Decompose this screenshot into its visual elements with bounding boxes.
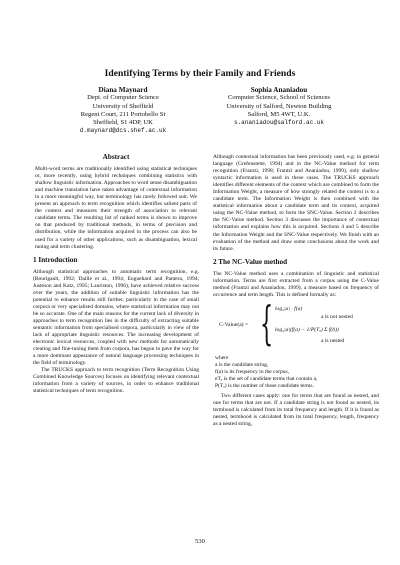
nc-value-paragraph: The NC-Value method uses a combination of linguistic and statistical information. Terms are first extracted from a corpus using the C-Value method (Frantzi and Ananiadou, 1999), a measure based on frequency of occurrence and term length. This is defined formally as: — [213, 270, 379, 298]
c-value-equation — [213, 295, 379, 351]
author-affiliation-line: Regent Court, 211 Portobello St — [80, 110, 166, 118]
nc-value-paragraph-2: Two different cases apply: one for terms that are found as nested, and one for terms that are not. If a candidate string is not found as nested, its termhood is calculated from its total frequency and length. If it is found as nested, termhood is calculated from its total frequency, length, frequency as a nested string, — [213, 393, 379, 428]
equation-condition-2: a is nested — [321, 337, 345, 344]
equation-condition-1: a is not nested — [321, 313, 353, 320]
author-block-2 — [194, 86, 364, 127]
author-affiliation-line: Computer Science, School of Sciences — [228, 94, 330, 102]
author-name: Diana Maynard — [98, 86, 148, 94]
author-email: s.ananiadou@salford.ac.uk — [233, 119, 324, 127]
author-affiliation-line: University of Sheffield — [92, 102, 154, 110]
definition-line: P(Tₐ) is the number of these candidate terms. — [215, 383, 314, 390]
definition-line: where — [215, 354, 229, 361]
equation-definitions — [213, 355, 379, 390]
author-affiliation-line: Salford, M5 4WT, U.K. — [247, 110, 311, 118]
equation-lhs: C-Value(a) = — [219, 321, 249, 328]
section-heading-nc-value: 2 The NC-Value method — [213, 257, 288, 266]
definition-line: a is the candidate string, — [215, 361, 269, 368]
definition-line: eTₐ is the set of candidate terms that contain a, — [215, 376, 318, 383]
equation-brace: { — [260, 295, 274, 350]
author-block-1 — [38, 86, 208, 136]
intro-paragraph-3: Although contextual information has been previously used, e.g. in general language (Grefenstette, 1994) and in the NC-Value method for term recognition (Frantzi, 1998; Frantzi and Ananiadou, 1999), only shallow syntactic information is used in these cases. The TRUCKS approach identifies different elements of the context which are combined to form the Information Weight, a measure of how strongly related the context is to a candidate term. The Information Weight is then combined with the statistical information about a candidate term and its context, acquired using the NC-Value method, to form the SNC-Value. Section 2 describes the NC-Value method. Section 3 discusses the importance of contextual information and explains how this is acquired. Sections 4 and 5 describe the Information Weight and the SNC-Value respectively. We finish with an evaluation of the method and draw some conclusions about the work and its future. — [213, 154, 379, 252]
author-affiliation-line: Sheffield, S1 4DP, UK — [93, 119, 153, 127]
author-name: Sophia Ananiadou — [250, 86, 308, 94]
author-affiliation-line: University of Salford, Newton Building — [226, 102, 332, 110]
author-email: d.maynard@dcs.shef.ac.uk — [79, 127, 167, 135]
right-column — [213, 154, 379, 428]
left-column — [33, 154, 199, 396]
section-heading-introduction: 1 Introduction — [33, 255, 78, 264]
equation-case-1: log₂|a| · f(a) — [275, 305, 303, 312]
author-affiliation-line: Dept. of Computer Science — [87, 94, 159, 102]
equation-case-2: log₂|a|(f(a) − 1/P(Tₐ) Σ f(b)) — [275, 326, 339, 333]
intro-paragraph-1: Although statistical approaches to automatic term recognition, e.g. (Bourigault, 1992; Daille et al., 1994; Enguehard and Pantera, 1994; Justeson and Katz, 1995; Lauriston, 1996), have achieved relative success over the years, the addition of suitable linguistic information has the potential to enhance results still further, particularly in the case of small corpora or very specialised domains, where statistical information may not be so accurate. One of the main reasons for the current lack of diversity in approaches to term recognition lies in the difficulty of extracting suitable semantic information from specialised corpora, particularly in view of the lack of appropriate linguistic resources. The increasing development of electronic lexical resources, coupled with new methods for automatically creating and fine-tuning them from corpora, has begun to pave the way for a more dominant appearance of natural language processing techniques in the field of terminology. — [33, 268, 199, 367]
intro-paragraph-2: The TRUCKS approach to term recognition (Term Recognition Using Combined Knowledge Sources) focuses on identifying relevant contextual information from a variety of sources, in order to enhance traditional statistical techniques of term recognition. — [33, 367, 199, 395]
paper-title: Identifying Terms by their Family and Friends — [104, 68, 296, 79]
page-number: 530 — [195, 538, 205, 545]
abstract-heading: Abstract — [102, 153, 130, 161]
definition-line: f(a) is its frequency in the corpus, — [215, 368, 290, 375]
abstract-text: Multi-word terms are traditionally identified using statistical techniques or, more recently, using hybrid techniques combining statistics with shallow linguistic information. Approaches to word sense disambiguation and machine translation have taken advantage of contextual information in a more meaningful way, but terminology has rarely followed suit. We present an approach to term recognition which identifies salient parts of the context and measures their strength of association to relevant candidate terms. The resulting list of ranked terms is shown to improve on that produced by traditional methods, in terms of precision and distribution, while the information acquired in the process can also be used for a variety of other applications, such as disambiguation, lexical tuning and term clustering. — [35, 166, 197, 250]
